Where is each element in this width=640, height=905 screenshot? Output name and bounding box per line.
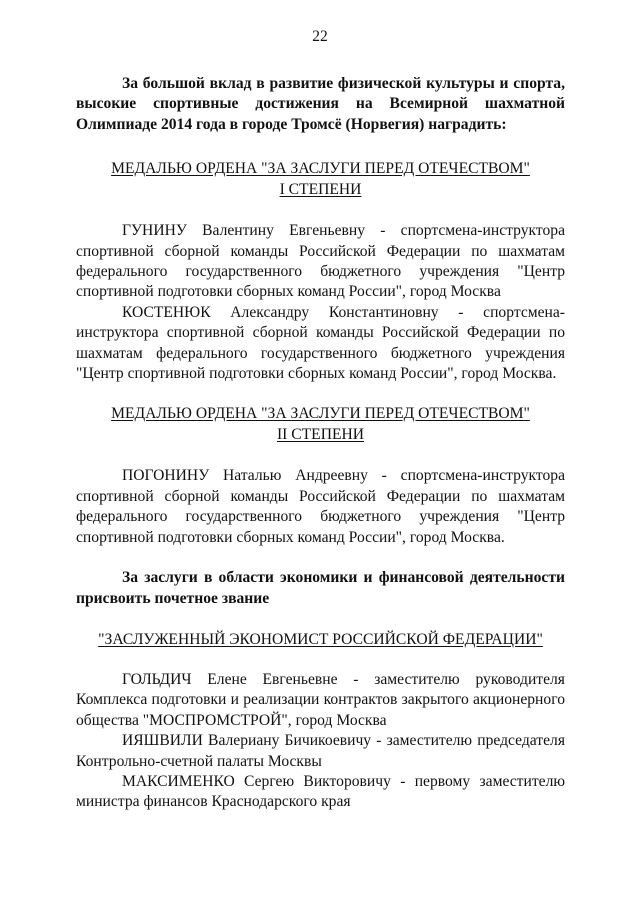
section-heading-order-1st-degree [76, 158, 565, 200]
document-body [76, 74, 565, 813]
awardee-paragraph: МАКСИМЕНКО Сергею Викторовичу - первому заместителю министра финансов Краснодарского края [76, 772, 565, 811]
page-number: 22 [312, 28, 328, 45]
awardee-paragraph: ИЯШВИЛИ Валериану Бичикоевичу - заместителю председателя Контрольно-счетной палаты Москвы [76, 732, 565, 770]
heading-line-1: МЕДАЛЬЮ ОРДЕНА "ЗА ЗАСЛУГИ ПЕРЕД ОТЕЧЕСТВОМ" [111, 160, 530, 178]
heading-line-2: I СТЕПЕНИ [279, 181, 362, 199]
awardee-paragraph: ГОЛЬДИЧ Елене Евгеньевне - заместителю руководителя Комплекса подготовки и реализации контрактов закрытого акционерного общества "МОСПРОМСТРОЙ", город Москва [76, 670, 565, 729]
awardee-paragraph: ПОГОНИНУ Наталью Андреевну - спортсмена-инструктора спортивной сборной команды Российской Федерации по шахматам федерального государственного бюджетного учреждения "Центр спортивной подготовки сборных команд России", город Москва. [76, 467, 565, 546]
heading-line-2: II СТЕПЕНИ [276, 426, 365, 444]
awardee-paragraph: ГУНИНУ Валентину Евгеньевну - спортсмена-инструктора спортивной сборной команды Российской Федерации по шахматам федерального государственного бюджетного учреждения "Центр спортивной подготовки сборных команд России", город Москва [76, 222, 565, 301]
intro-paragraph-sport: За большой вклад в развитие физической культуры и спорта, высокие спортивные достижения на Всемирной шахматной Олимпиаде 2014 года в городе Тромсё (Норвегия) наградить: [76, 75, 565, 133]
heading-line-1: МЕДАЛЬЮ ОРДЕНА "ЗА ЗАСЛУГИ ПЕРЕД ОТЕЧЕСТВОМ" [111, 405, 530, 423]
intro-paragraph-economics: За заслуги в области экономики и финансовой деятельности присвоить почетное звание [76, 569, 565, 607]
awardee-paragraph: КОСТЕНЮК Александру Константиновну - спортсмена-инструктора спортивной сборной команды Российской Федерации по шахматам федерального государственного бюджетного учреждения "Центр спортивной подготовки сборных команд России", город Москва. [76, 303, 565, 383]
section-heading-order-2nd-degree [76, 403, 565, 445]
heading-line-1: "ЗАСЛУЖЕННЫЙ ЭКОНОМИСТ РОССИЙСКОЙ ФЕДЕРАЦИИ" [98, 630, 543, 648]
section-heading-honorary-title [76, 629, 565, 650]
